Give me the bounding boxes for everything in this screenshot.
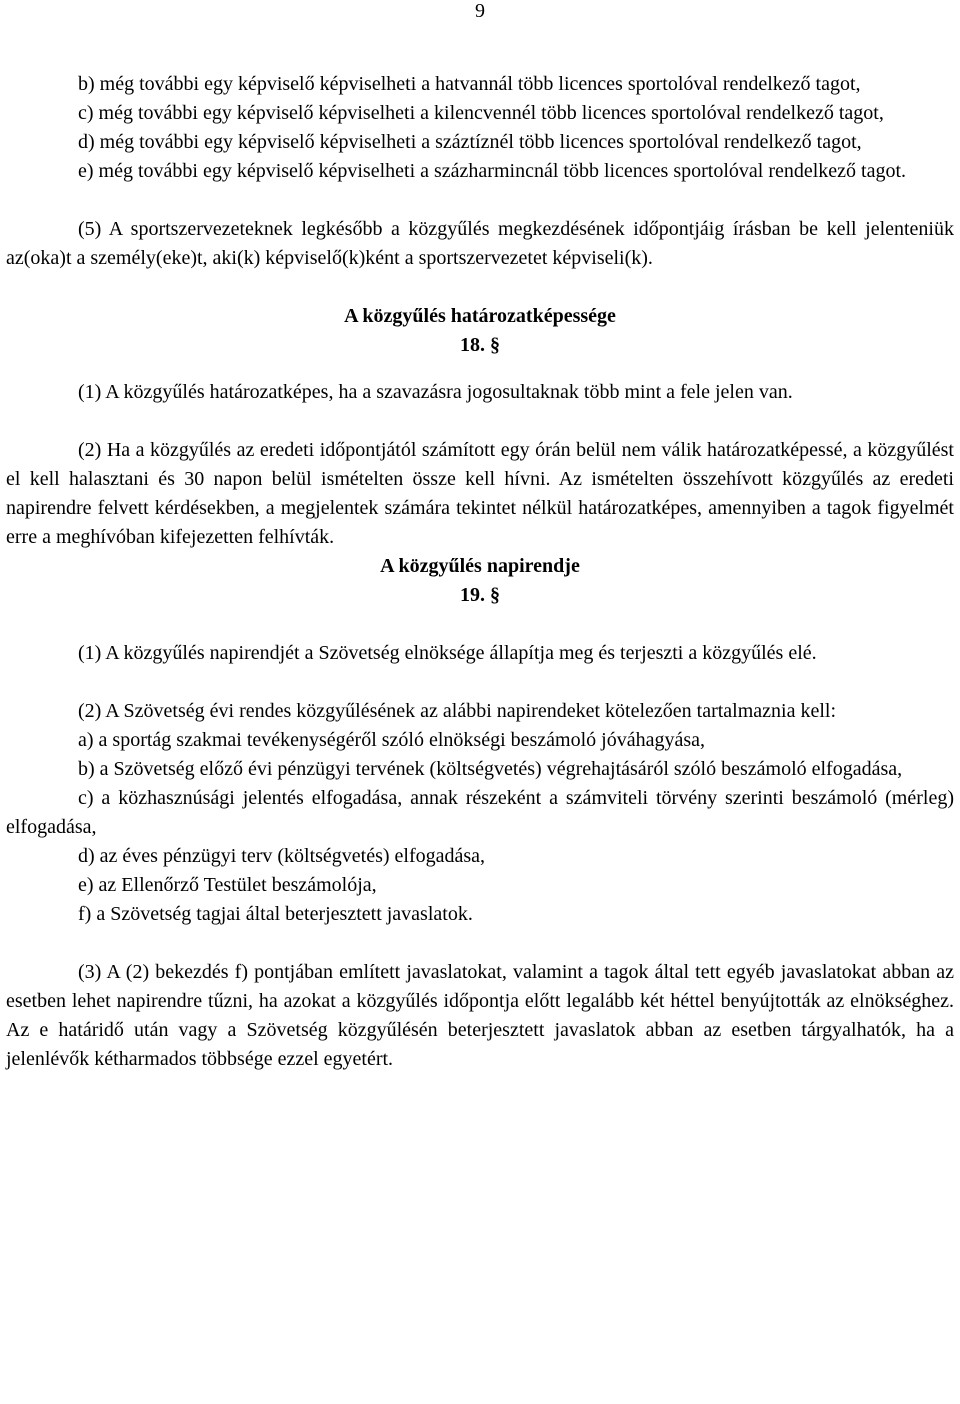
section-18-paragraph-1: (1) A közgyűlés határozatképes, ha a szavazásra jogosultaknak több mint a fele jelen van. (78, 381, 793, 403)
agenda-item-d: d) az éves pénzügyi terv (költségvetés) elfogadása, (78, 845, 486, 867)
section-19-number: 19. § (460, 584, 500, 606)
page-number: 9 (475, 0, 485, 22)
paragraph-5: (5) A sportszervezeteknek legkésőbb a közgyűlés megkezdésének időpontjáig írásban be kell jelenteniük az(oka)t a személy(eke)t, aki(k) képviselő(k)ként a sportszervezetet képviseli(k). (6, 218, 954, 269)
agenda-item-a: a) a sportág szakmai tevékenységéről szóló elnökségi beszámoló jóváhagyása, (78, 729, 706, 751)
agenda-item-e: e) az Ellenőrző Testület beszámolója, (78, 874, 377, 896)
section-19-paragraph-2: (2) A Szövetség évi rendes közgyűlésének az alábbi napirendeket kötelezően tartalmaznia kell: (78, 700, 837, 722)
document-body (6, 70, 954, 1074)
agenda-item-b: b) a Szövetség előző évi pénzügyi tervének (költségvetés) végrehajtásáról szóló beszámoló elfogadása, (78, 758, 903, 780)
section-19-paragraph-3: (3) A (2) bekezdés f) pontjában említett javaslatokat, valamint a tagok által tett egyéb javaslatokat abban az esetben lehet napirendre tűzni, ha azokat a közgyűlés időpontja előtt legalább két héttel benyújtották az elnökséghez. Az e határidő után vagy a Szövetség közgyűlésén beterjesztett javaslatok abban az esetben tárgyalhatók, ha a jelenlévők kétharmados többsége ezzel egyetért. (6, 961, 954, 1070)
section-19-paragraph-1: (1) A közgyűlés napirendjét a Szövetség elnöksége állapítja meg és terjeszti a közgyűlés elé. (78, 642, 817, 664)
section-19-heading: A közgyűlés napirendje (380, 555, 580, 577)
list-item-b: b) még további egy képviselő képviselheti a hatvannál több licences sportolóval rendelkező tagot, (78, 73, 861, 95)
agenda-item-c: c) a közhasznúsági jelentés elfogadása, annak részeként a számviteli törvény szerinti beszámoló (mérleg) elfogadása, (6, 787, 954, 838)
agenda-item-f: f) a Szövetség tagjai által beterjesztett javaslatok. (78, 903, 473, 925)
list-item-e: e) még további egy képviselő képviselheti a százharmincnál több licences sportolóval rendelkező tagot. (78, 160, 907, 182)
section-18-paragraph-2: (2) Ha a közgyűlés az eredeti időpontjától számított egy órán belül nem válik határozatképessé, a közgyűlést el kell halasztani és 30 napon belül ismételten össze kell hívni. Az ismételten összehívott közgyűlés az eredeti napirendre felvett kérdésekben, a megjelentek számára tekintet nélkül határozatképes, amennyiben a tagok figyelmét erre a meghívóban kifejezetten felhívták. (6, 439, 954, 548)
section-18-number: 18. § (460, 334, 500, 356)
section-18-heading: A közgyűlés határozatképessége (344, 305, 616, 327)
list-item-d: d) még további egy képviselő képviselheti a száztíznél több licences sportolóval rendelkező tagot, (78, 131, 862, 153)
list-item-c: c) még további egy képviselő képviselheti a kilencvennél több licences sportolóval rendelkező tagot, (78, 102, 884, 124)
